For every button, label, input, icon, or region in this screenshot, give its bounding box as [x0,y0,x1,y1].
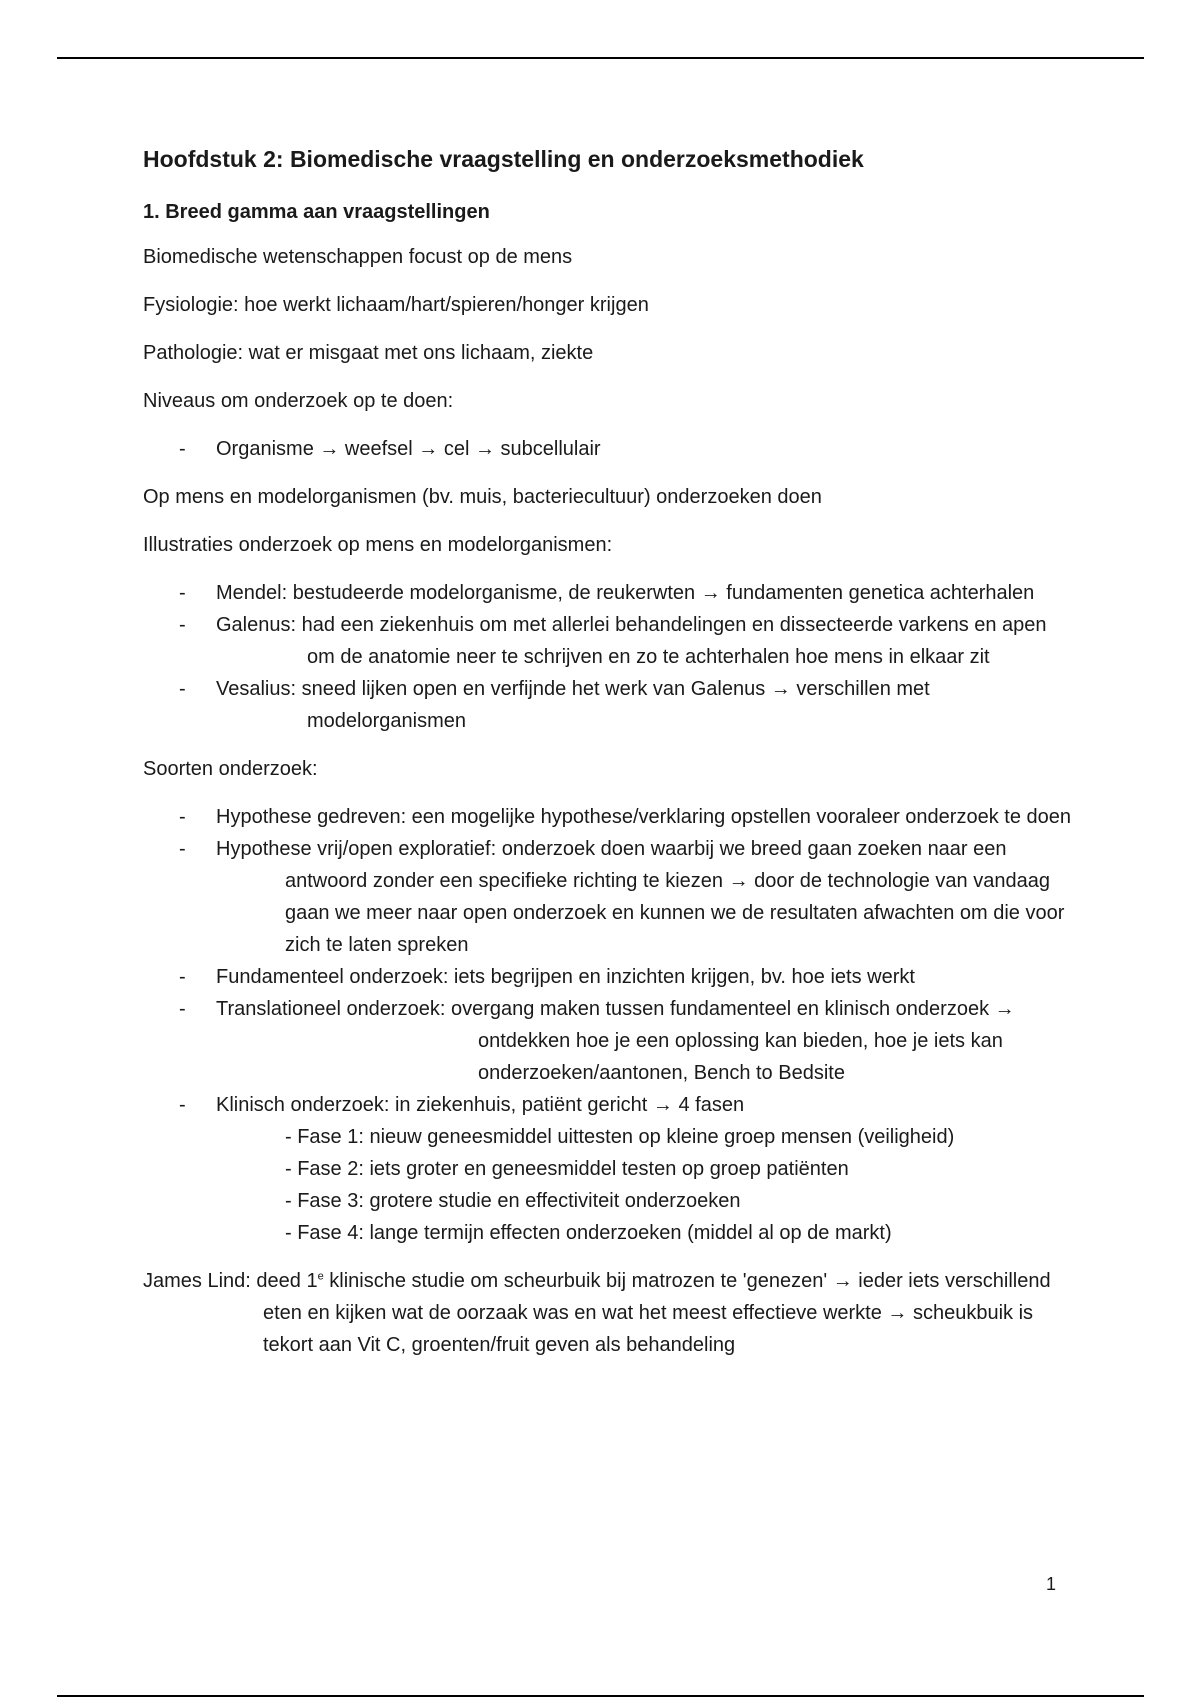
paragraph-illustraties: Illustraties onderzoek op mens en modelorganismen: [143,534,613,556]
fase-item: - Fase 4: lange termijn effecten onderzoeken (middel al op de markt) [285,1222,892,1244]
bullet-dash: - [179,998,186,1020]
fase-item: - Fase 2: iets groter en geneesmiddel testen op groep patiënten [285,1158,849,1180]
paragraph-pathologie: Pathologie: wat er misgaat met ons lichaam, ziekte [143,342,594,364]
bullet-dash: - [179,838,186,860]
ordinal-superscript: e [317,1270,324,1283]
bullet-dash: - [179,678,186,700]
list-item-text: Hypothese gedreven: een mogelijke hypothese/verklaring opstellen vooraleer onderzoek te doen [216,806,1071,828]
list-item [143,993,1078,1089]
bullet-dash: - [179,582,186,604]
paragraph-niveaus: Niveaus om onderzoek op te doen: [143,390,454,412]
paragraph-fysiologie: Fysiologie: hoe werkt lichaam/hart/spieren/honger krijgen [143,294,649,316]
bullet-dash: - [179,438,186,460]
page-number: 1 [1046,1574,1057,1594]
list-item [143,1089,1078,1249]
illustraties-list [143,577,1078,737]
niveaus-list [143,433,1078,465]
list-item-text: Translationeel onderzoek: overgang maken tussen fundamenteel en klinisch onderzoek → ontdekken hoe je een oplossing kan bieden, hoe je iets kan onderzoeken/aantonen, Bench to Bedsite [216,998,1015,1084]
paragraph-modelorganismen: Op mens en modelorganismen (bv. muis, bacteriecultuur) onderzoeken doen [143,486,822,508]
list-item-text: Vesalius: sneed lijken open en verfijnde het werk van Galenus → verschillen met modelorganismen [216,678,930,732]
list-item [143,433,1078,465]
chapter-title: Hoofdstuk 2: Biomedische vraagstelling en onderzoeksmethodiek [143,146,864,172]
lind-text-rest: klinische studie om scheurbuik bij matrozen te 'genezen' → ieder iets verschillend eten en kijken wat de oorzaak was en wat het meest effectieve werkte → scheukbuik is tekort aan Vit C, groenten/fruit geven als behandeling [263,1270,1051,1356]
list-item [143,673,1078,737]
section-heading: 1. Breed gamma aan vraagstellingen [143,201,490,223]
bullet-dash: - [179,806,186,828]
bullet-dash: - [179,614,186,636]
list-item-text: Organisme → weefsel → cel → subcellulair [216,438,601,460]
list-item [143,961,1078,993]
paragraph-soorten: Soorten onderzoek: [143,758,318,780]
paragraph-james-lind [143,1265,1078,1361]
fasen-list [216,1121,1078,1249]
list-item-text: Mendel: bestudeerde modelorganisme, de reukerwten → fundamenten genetica achterhalen [216,582,1035,604]
list-item [143,833,1078,961]
list-item-text: Hypothese vrij/open exploratief: onderzoek doen waarbij we breed gaan zoeken naar een antwoord zonder een specifieke richting te kiezen → door de technologie van vandaag gaan we meer naar open onderzoek en kunnen we de resultaten afwachten om die voor zich te laten spreken [216,838,1065,956]
paragraph-focus: Biomedische wetenschappen focust op de mens [143,246,573,268]
list-item [143,609,1078,673]
list-item-text: Galenus: had een ziekenhuis om met allerlei behandelingen en dissecteerde varkens en apen om de anatomie neer te schrijven en zo te achterhalen hoe mens in elkaar zit [216,614,1047,668]
soorten-list [143,801,1078,1249]
bullet-dash: - [179,966,186,988]
header-rule [57,57,1144,59]
list-item-text: Fundamenteel onderzoek: iets begrijpen en inzichten krijgen, bv. hoe iets werkt [216,966,915,988]
document-body [143,142,1078,1361]
list-item [143,577,1078,609]
list-item [143,801,1078,833]
lind-text-start: James Lind: deed 1 [143,1270,318,1292]
fase-item: - Fase 3: grotere studie en effectiviteit onderzoeken [285,1190,741,1212]
bullet-dash: - [179,1094,186,1116]
footer-rule [57,1695,1144,1697]
fase-item: - Fase 1: nieuw geneesmiddel uittesten op kleine groep mensen (veiligheid) [285,1126,955,1148]
list-item-text: Klinisch onderzoek: in ziekenhuis, patiënt gericht → 4 fasen [216,1094,745,1116]
